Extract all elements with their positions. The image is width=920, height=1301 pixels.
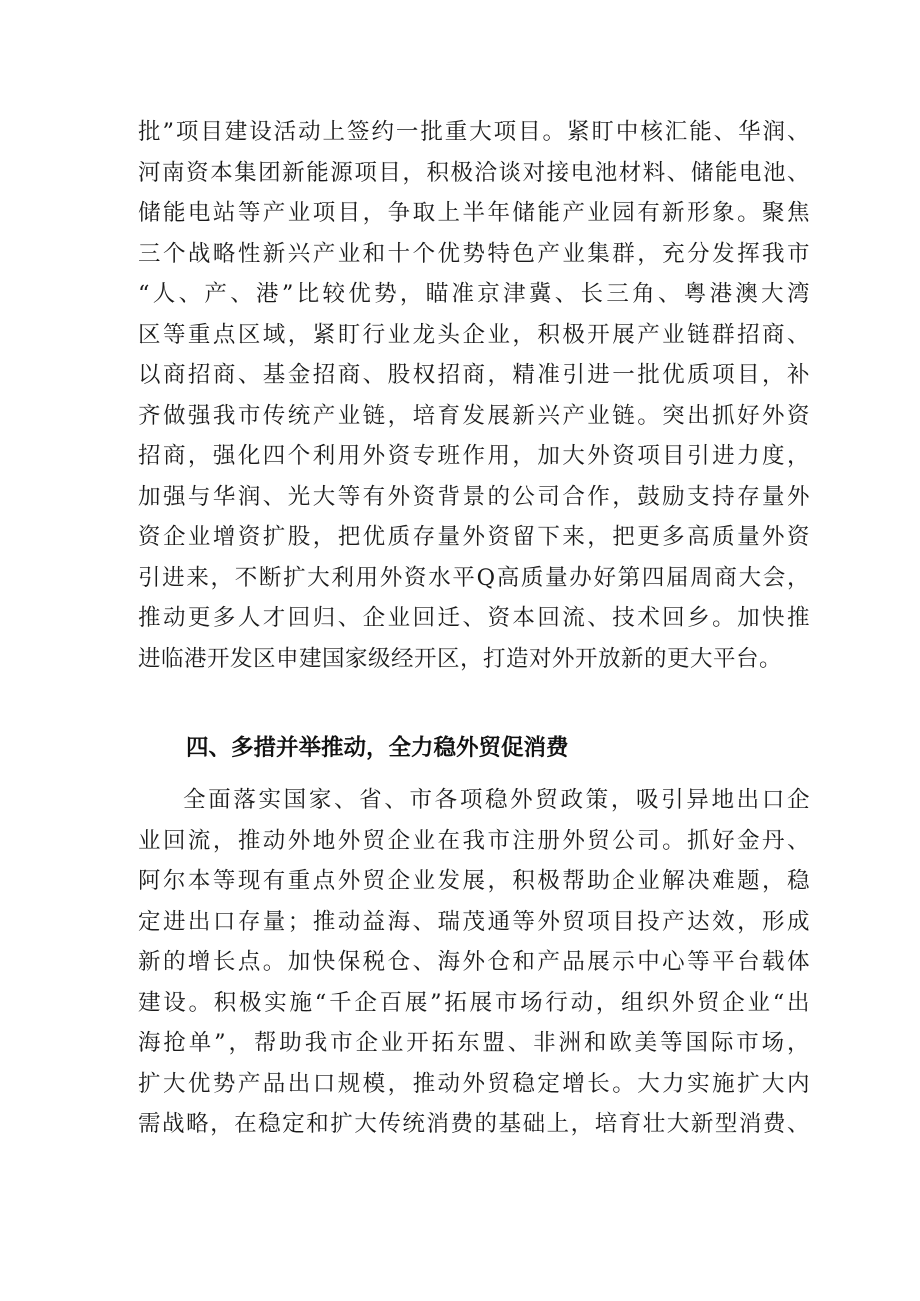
paragraph-line: 三个战略性新兴产业和十个优势特色产业集群，充分发挥我市 <box>138 240 810 267</box>
paragraph-line: 齐做强我市传统产业链，培育发展新兴产业链。突出抓好外资 <box>138 402 810 429</box>
paragraph-line: 河南资本集团新能源项目，积极洽谈对接电池材料、储能电池、 <box>138 159 810 186</box>
paragraph-line: 阿尔本等现有重点外贸企业发展，积极帮助企业解决难题，稳 <box>138 868 810 894</box>
paragraph-line: 扩大优势产品出口规模，推动外贸稳定增长。大力实施扩大内 <box>138 1070 810 1097</box>
paragraph-line: 需战略，在稳定和扩大传统消费的基础上，培育壮大新型消费、 <box>138 1111 810 1137</box>
paragraph-line: 业回流，推动外地外贸企业在我市注册外贸公司。抓好金丹、 <box>138 827 810 854</box>
paragraph-line: 批”项目建设活动上签约一批重大项目。紧盯中核汇能、华润、 <box>138 119 810 145</box>
paragraph-line: 区等重点区域，紧盯行业龙头企业，积极开展产业链群招商、 <box>138 321 810 348</box>
paragraph-line: 新的增长点。加快保税仓、海外仓和产品展示中心等平台载体 <box>138 949 810 975</box>
paragraph-foreign-trade <box>138 780 810 1145</box>
paragraph-line: 推动更多人才回归、企业回迁、资本回流、技术回乡。加快推 <box>138 605 810 631</box>
paragraph-line: 储能电站等产业项目，争取上半年储能产业园有新形象。聚焦 <box>138 200 810 226</box>
paragraph-line: 资企业增资扩股，把优质存量外资留下来，把更多高质量外资 <box>138 524 810 550</box>
paragraph-line: 全面落实国家、省、市各项稳外贸政策，吸引异地出口企 <box>183 787 810 813</box>
paragraph-line: 进临港开发区申建国家级经开区，打造对外开放新的更大平台。 <box>138 645 783 672</box>
paragraph-line: 海抢单”，帮助我市企业开拓东盟、非洲和欧美等国际市场， <box>138 1030 810 1056</box>
paragraph-investment-attraction <box>138 112 810 679</box>
paragraph-line: 加强与华润、光大等有外资背景的公司合作，鼓励支持存量外 <box>138 483 810 510</box>
section-heading: 四、多措并举推动，全力稳外贸促消费 <box>186 735 569 761</box>
paragraph-line: 建设。积极实施“千企百展”拓展市场行动，组织外贸企业“出 <box>138 989 810 1016</box>
paragraph-line: “人、产、港”比较优势，瞄准京津冀、长三角、粤港澳大湾 <box>138 281 810 307</box>
paragraph-line: 招商，强化四个利用外资专班作用，加大外资项目引进力度， <box>138 443 810 469</box>
paragraph-line: 定进出口存量；推动益海、瑞茂通等外贸项目投产达效，形成 <box>138 908 810 935</box>
paragraph-line: 引进来，不断扩大利用外资水平Q高质量办好第四届周商大会， <box>138 564 810 591</box>
paragraph-line: 以商招商、基金招商、股权招商，精准引进一批优质项目，补 <box>138 362 810 388</box>
